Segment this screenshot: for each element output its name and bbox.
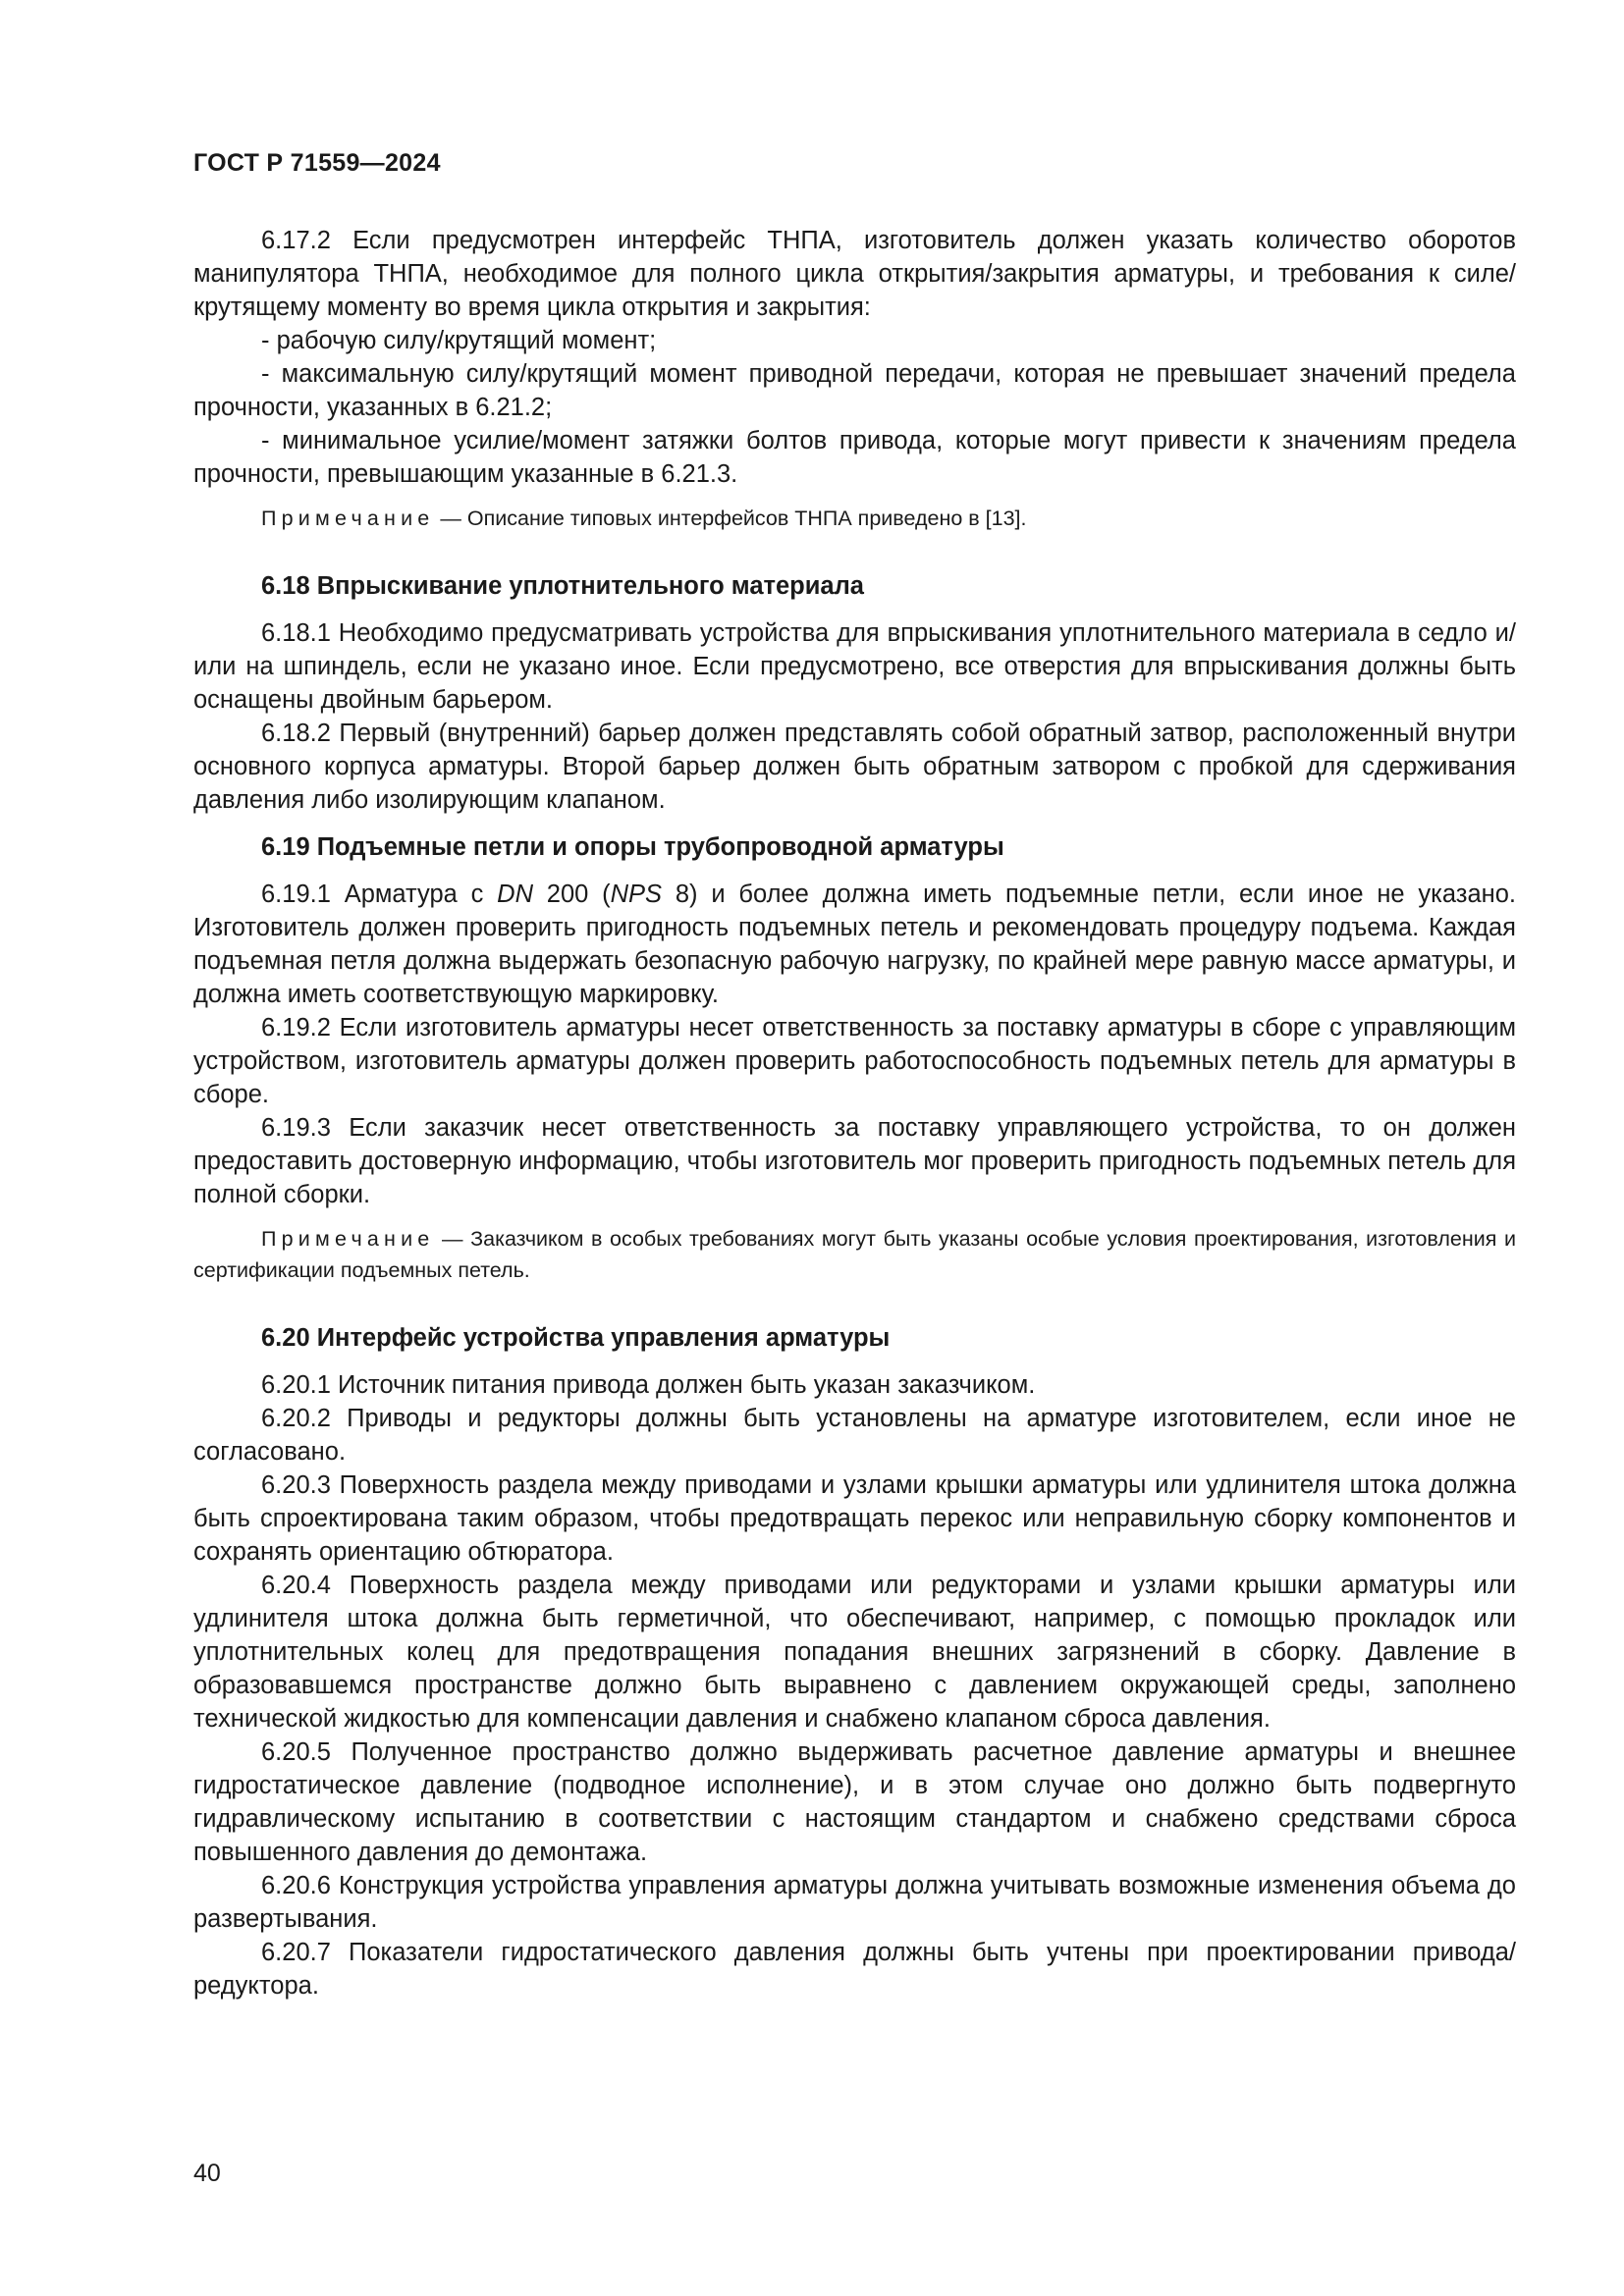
- paragraph-6-20-2: 6.20.2 Приводы и редукторы должны быть установлены на арматуре изготовителем, если иное не согласовано.: [193, 1405, 1516, 1466]
- list-item: - максимальную силу/крутящий момент приводной передачи, которая не превышает значений предела прочности, указанных в 6.21.2;: [193, 360, 1516, 421]
- note-6-17: [193, 503, 1516, 534]
- paragraph-6-20-3: 6.20.3 Поверхность раздела между приводами и узлами крышки арматуры или удлинителя штока должна быть спроектирована таким образом, чтобы предотвращать перекос или неправильную сборку компонентов и сохранять ориентацию обтюратора.: [193, 1471, 1516, 1566]
- dn-term: DN: [497, 881, 533, 908]
- paragraph-6-20-4: 6.20.4 Поверхность раздела между приводами или редукторами и узлами крышки арматуры или удлинителя штока должна быть герметичной, что обеспечивают, например, с помощью прокладок или уплотнительных колец для предотвращения попадания внешних загрязнений в сборку. Давление в образовавшемся пространстве должно быть выравнено с давлением окружающей среды, заполнено технической жидкостью для компенсации давления и снабжено клапаном сброса давления.: [193, 1572, 1516, 1733]
- paragraph-6-19-2: 6.19.2 Если изготовитель арматуры несет ответственность за поставку арматуры в сборе с управляющим устройством, изготовитель арматуры должен проверить работоспособность подъемных петель для арматуры в сборе.: [193, 1014, 1516, 1108]
- document-header: ГОСТ Р 71559—2024: [193, 149, 441, 177]
- section-heading-6-19: 6.19 Подъемные петли и опоры трубопроводной арматуры: [261, 833, 1004, 861]
- list-item: - рабочую силу/крутящий момент;: [261, 327, 657, 354]
- page-content: [193, 224, 1516, 2002]
- text-run: 6.19.1 Арматура с: [261, 881, 498, 908]
- note-text: — Заказчиком в особых требованиях могут быть указаны особые условия проектирования, изготовления и сертификации подъемных петель.: [193, 1227, 1516, 1282]
- note-label: Примечание: [261, 507, 435, 530]
- section-heading-6-18: 6.18 Впрыскивание уплотнительного материала: [261, 572, 864, 600]
- note-6-19: [193, 1223, 1516, 1286]
- nps-term: NPS: [610, 881, 663, 908]
- note-label: Примечание: [261, 1227, 435, 1251]
- text-run: 8) и более должна иметь подъемные петли, если иное не указано. Изготовитель должен проверить пригодность подъемных петель и рекомендовать процедуру подъема. Каждая подъемная петля должна выдержать безопасную рабочую нагрузку, по крайней мере равную массе арматуры, и должна иметь соответствующую маркировку.: [193, 881, 1516, 1008]
- paragraph-6-20-6: 6.20.6 Конструкция устройства управления арматуры должна учитывать возможные изменения объема до развертывания.: [193, 1872, 1516, 1933]
- section-heading-6-20: 6.20 Интерфейс устройства управления арматуры: [261, 1324, 891, 1352]
- note-text: — Описание типовых интерфейсов ТНПА приведено в [13].: [434, 507, 1027, 530]
- paragraph-6-20-5: 6.20.5 Полученное пространство должно выдерживать расчетное давление арматуры и внешнее гидростатическое давление (подводное исполнение), и в этом случае оно должно быть подвергнуто гидравлическому испытанию в соответствии с настоящим стандартом и снабжено средствами сброса повышенного давления до демонтажа.: [193, 1738, 1516, 1866]
- text-run: 200 (: [533, 881, 611, 908]
- paragraph-6-20-7: 6.20.7 Показатели гидростатического давления должны быть учтены при проектировании привода/редуктора.: [193, 1939, 1516, 2000]
- list-item: - минимальное усилие/момент затяжки болтов привода, которые могут привести к значениям предела прочности, превышающим указанные в 6.21.3.: [193, 427, 1516, 488]
- paragraph-6-17-2: 6.17.2 Если предусмотрен интерфейс ТНПА, изготовитель должен указать количество оборотов манипулятора ТНПА, необходимое для полного цикла открытия/закрытия арматуры, и требования к силе/крутящему моменту во время цикла открытия и закрытия:: [193, 227, 1516, 321]
- paragraph-6-18-2: 6.18.2 Первый (внутренний) барьер должен представлять собой обратный затвор, расположенный внутри основного корпуса арматуры. Второй барьер должен быть обратным затвором с пробкой для сдерживания давления либо изолирующим клапаном.: [193, 720, 1516, 814]
- page-number: 40: [193, 2160, 221, 2187]
- paragraph-6-18-1: 6.18.1 Необходимо предусматривать устройства для впрыскивания уплотнительного материала в седло и/или на шпиндель, если не указано иное. Если предусмотрено, все отверстия для впрыскивания должны быть оснащены двойным барьером.: [193, 619, 1516, 714]
- paragraph-6-19-3: 6.19.3 Если заказчик несет ответственность за поставку управляющего устройства, то он должен предоставить достоверную информацию, чтобы изготовитель мог проверить пригодность подъемных петель для полной сборки.: [193, 1114, 1516, 1208]
- paragraph-6-20-1: 6.20.1 Источник питания привода должен быть указан заказчиком.: [261, 1371, 1036, 1399]
- paragraph-6-19-1: [193, 878, 1516, 1011]
